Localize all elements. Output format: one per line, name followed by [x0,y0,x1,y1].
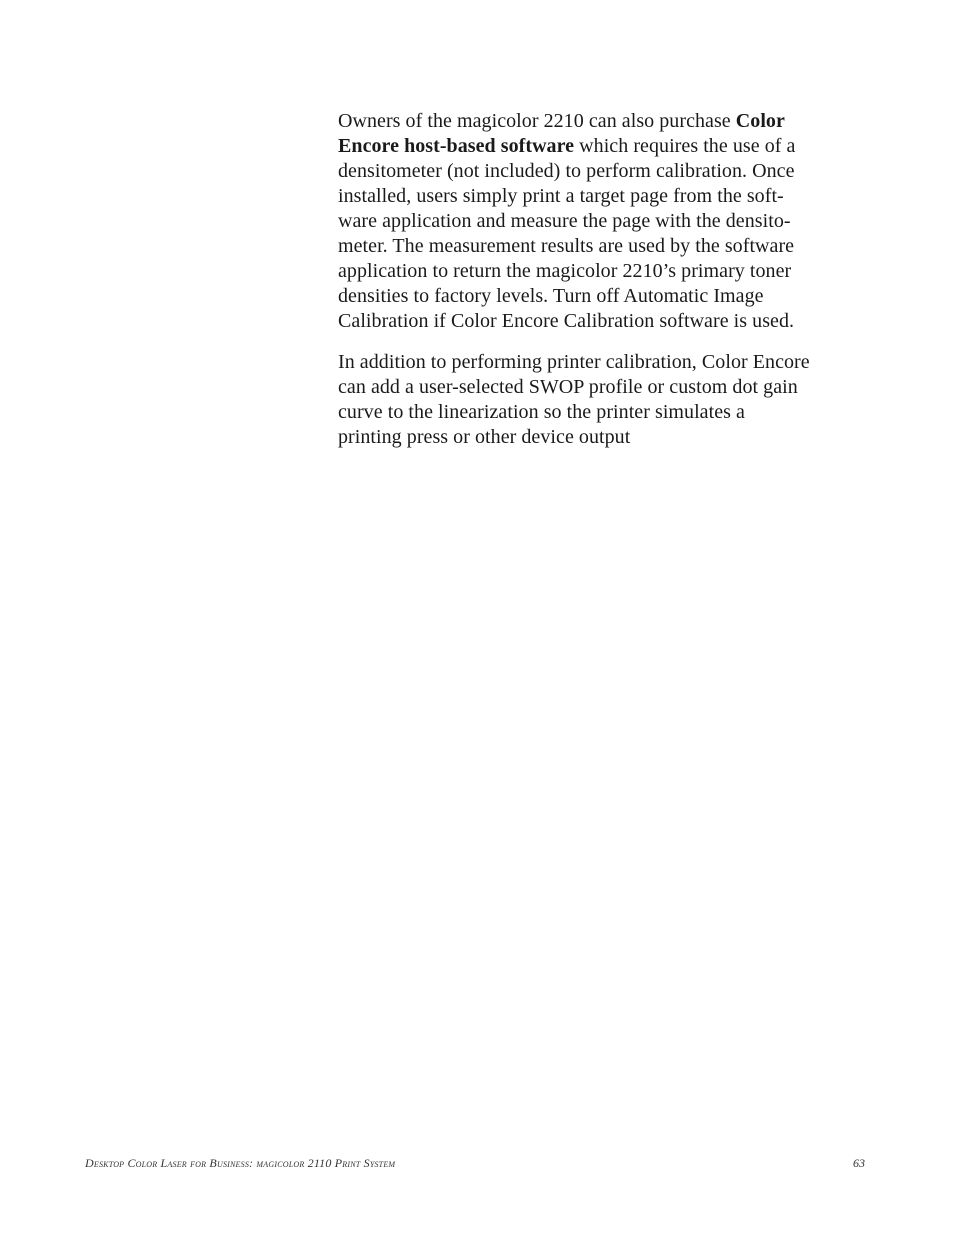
body-text-column [338,109,878,450]
paragraph-color-encore [338,109,878,334]
paragraph-printer-calibration: In addition to performing printer calibration, Color Encore can add a user-selected SWOP profile or custom dot gain curve to the linearization so the printer simulates a printing press or other device output [338,351,810,448]
footer-title: Desktop Color Laser for Business: magicolor 2110 Print System [85,1156,396,1170]
color-encore-product-name: Color Encore host-based software [338,110,785,157]
paragraph-1-intro: Owners of the magicolor 2210 can also purchase [338,110,736,132]
page-number: 63 [853,1156,865,1170]
paragraph-1-body: which requires the use of a densitometer (not included) to perform calibration. Once installed, users simply print a target page from the soft- ware application and measure the page with the densito- meter. The measurement results are used by the software application to return the magicolor 2210’s primary toner densities to factory levels. Turn off Automatic Image Calibration if Color Encore Calibration software is used. [338,135,796,332]
page-footer [85,1156,865,1174]
